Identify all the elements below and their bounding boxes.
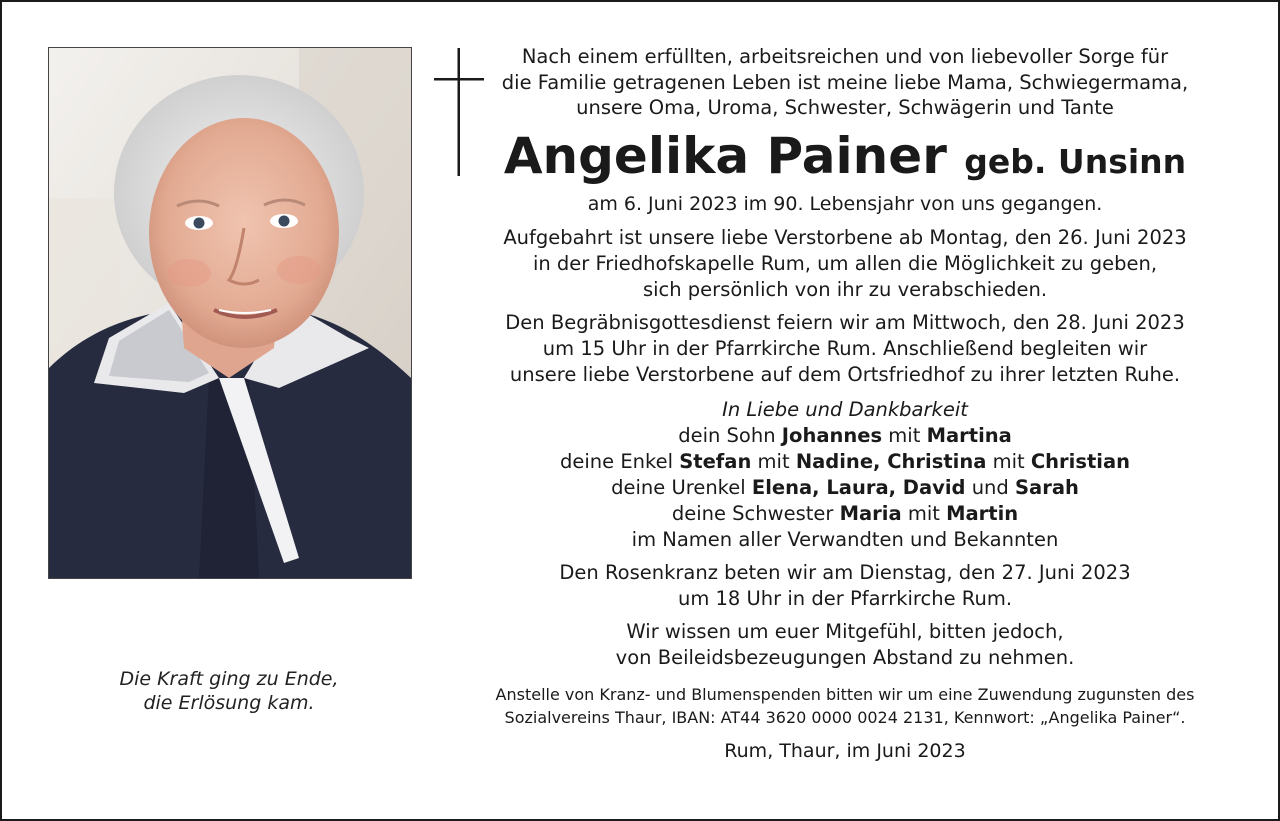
son-prefix: dein Sohn <box>678 423 776 447</box>
donation-line-2: Sozialvereins Thaur, IBAN: AT44 3620 0000 0024 2131, Kennwort: „Angelika Painer“. <box>504 707 1186 727</box>
intro-line-2: die Familie getragenen Leben ist meine liebe Mama, Schwiegermama, <box>501 70 1189 94</box>
family-list <box>450 397 1240 553</box>
deceased-full-name: Angelika Painer <box>503 126 947 185</box>
grandchildren-mit-2: mit <box>992 449 1025 473</box>
place-and-date: Rum, Thaur, im Juni 2023 <box>724 739 966 762</box>
rosary-line-1: Den Rosenkranz beten wir am Dienstag, den 27. Juni 2023 <box>559 560 1131 584</box>
son-mit: mit <box>888 423 921 447</box>
portrait-illustration <box>49 48 411 578</box>
sister-prefix: deine Schwester <box>671 501 834 525</box>
condolences-line-2: von Beileidsbezeugungen Abstand zu nehmen. <box>615 645 1075 669</box>
grandchildren-mit-1: mit <box>757 449 790 473</box>
funeral-info <box>450 310 1240 388</box>
donation-line-1: Anstelle von Kranz- und Blumenspenden bitten wir um eine Zuwendung zugunsten des <box>495 684 1195 704</box>
great-grandchildren-und: und <box>971 475 1009 499</box>
family-others: im Namen aller Verwandten und Bekannten <box>631 527 1059 551</box>
funeral-line-1: Den Begräbnisgottesdienst feiern wir am Mittwoch, den 28. Juni 2023 <box>505 310 1185 334</box>
great-grandchild-last: Sarah <box>1015 475 1079 499</box>
intro-text <box>450 44 1240 121</box>
son-partner: Martina <box>926 423 1012 447</box>
obituary-text <box>450 2 1240 764</box>
condolences-note <box>450 619 1240 671</box>
quote-line-1: Die Kraft ging zu Ende, <box>119 668 339 690</box>
portrait-photo <box>48 47 412 579</box>
funeral-line-2: um 15 Uhr in der Pfarrkirche Rum. Anschließend begleiten wir <box>542 336 1148 360</box>
family-great-grandchildren <box>450 475 1240 501</box>
family-grandchildren <box>450 449 1240 475</box>
family-sister <box>450 501 1240 527</box>
grandchild-name-3: Christian <box>1030 449 1131 473</box>
intro-line-1: Nach einem erfüllten, arbeitsreichen und von liebevoller Sorge für <box>521 45 1169 68</box>
rosary-info <box>450 560 1240 612</box>
intro-line-3: unsere Oma, Uroma, Schwester, Schwägerin und Tante <box>576 96 1114 119</box>
rosary-line-2: um 18 Uhr in der Pfarrkirche Rum. <box>677 586 1013 610</box>
family-son <box>450 423 1240 449</box>
deceased-birth-name: geb. Unsinn <box>964 141 1187 181</box>
grandchild-names-2: Nadine, Christina <box>795 449 987 473</box>
family-heading: In Liebe und Dankbarkeit <box>722 397 968 421</box>
viewing-info <box>450 225 1240 303</box>
grandchild-name-1: Stefan <box>679 449 752 473</box>
sister-name: Maria <box>839 501 902 525</box>
sister-mit: mit <box>907 501 940 525</box>
great-grandchildren-prefix: deine Urenkel <box>611 475 746 499</box>
funeral-line-3: unsere liebe Verstorbene auf dem Ortsfriedhof zu ihrer letzten Ruhe. <box>509 362 1181 386</box>
grandchildren-prefix: deine Enkel <box>559 449 674 473</box>
date-of-death: am 6. Juni 2023 im 90. Lebensjahr von uns gegangen. <box>587 192 1103 215</box>
sister-partner: Martin <box>946 501 1019 525</box>
condolences-line-1: Wir wissen um euer Mitgefühl, bitten jedoch, <box>626 619 1064 643</box>
son-name: Johannes <box>781 423 883 447</box>
quote <box>48 667 410 715</box>
viewing-line-2: in der Friedhofskapelle Rum, um allen die Möglichkeit zu geben, <box>532 251 1158 275</box>
deceased-name <box>450 127 1240 191</box>
donation-note <box>450 683 1240 729</box>
viewing-line-1: Aufgebahrt ist unsere liebe Verstorbene ab Montag, den 26. Juni 2023 <box>503 225 1187 249</box>
great-grandchildren-names: Elena, Laura, David <box>751 475 966 499</box>
quote-line-2: die Erlösung kam. <box>143 692 315 714</box>
viewing-line-3: sich persönlich von ihr zu verabschieden. <box>642 277 1048 301</box>
